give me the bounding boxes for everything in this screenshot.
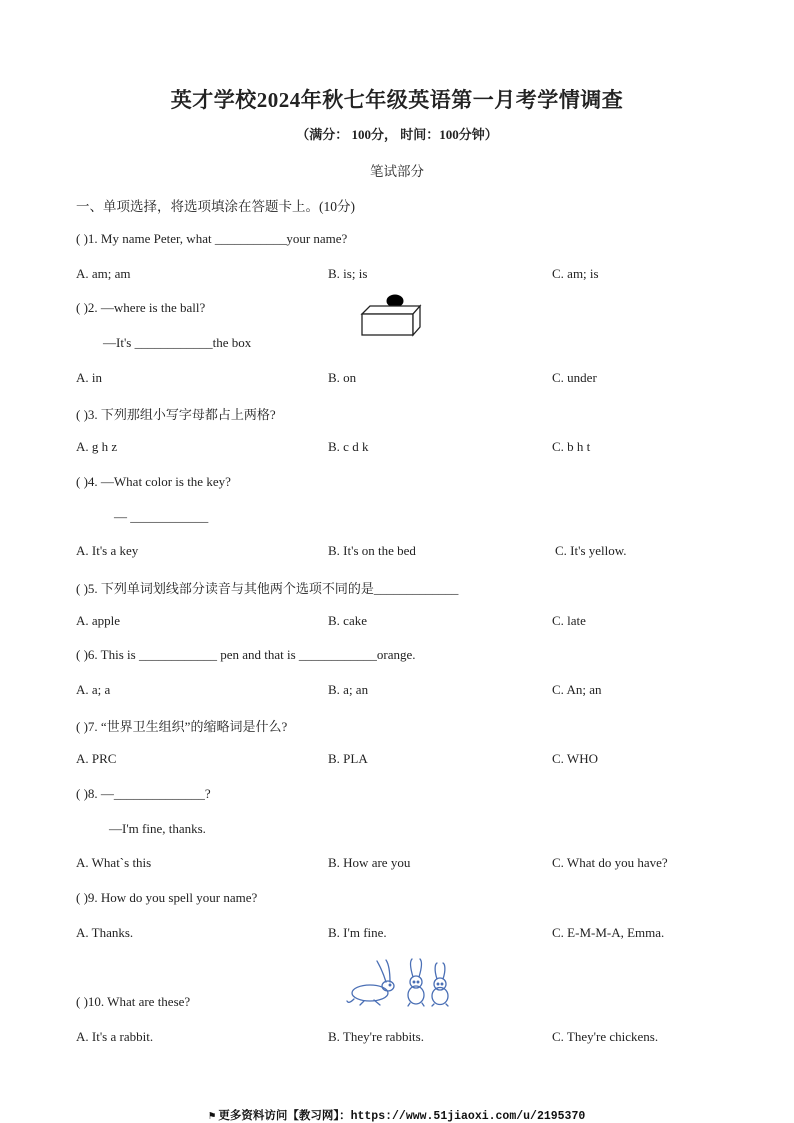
question-10-option-a: A. It's a rabbit. [76,1029,154,1044]
question-7-option-a: A. PRC [76,751,117,766]
question-6-stem: ( )6. This is ____________ pen and that is ____________orange. [76,647,416,662]
question-9-stem: ( )9. How do you spell your name? [76,890,258,905]
question-2-option-a: A. in [76,370,102,385]
question-9-option-a: A. Thanks. [76,925,134,940]
question-8-reply: —I'm fine, thanks. [109,821,206,836]
three-rabbits-illustration [344,955,456,1009]
flag-icon: ⚑ [208,1111,216,1123]
question-10-stem: ( )10. What are these? [76,994,191,1009]
question-2-option-b: B. on [328,370,357,385]
question-5-option-c: C. late [552,613,586,628]
question-4-reply: — ____________ [114,509,209,524]
question-1-option-b: B. is; is [328,266,368,281]
question-2-stem: ( )2. —where is the ball? [76,300,206,315]
question-2-reply: —It's ____________the box [103,335,252,350]
instruction: 一、单项选择，将选项填涂在答题卡上。(10分) [76,199,355,214]
question-9-option-c: C. E-M-M-A, Emma. [552,925,665,940]
question-8-option-b: B. How are you [328,855,411,870]
ball-on-box-illustration [360,292,424,340]
footer-link[interactable] [0,1107,794,1123]
question-1-option-c: C. am; is [552,266,599,281]
question-8-option-a: A. What`s this [76,855,152,870]
question-7-option-b: B. PLA [328,751,368,766]
question-4-option-c: C. It's yellow. [555,543,627,558]
question-7-stem: ( )7. “世界卫生组织”的缩略词是什么? [76,719,288,734]
question-7-option-c: C. WHO [552,751,598,766]
question-9-option-b: B. I'm fine. [328,925,387,940]
question-3-option-a: A. g h z [76,439,118,454]
question-1-stem: ( )1. My name Peter, what ___________your name? [76,231,348,246]
question-4-option-b: B. It's on the bed [328,543,416,558]
question-1-option-a: A. am; am [76,266,131,281]
question-10-option-c: C. They're chickens. [552,1029,659,1044]
question-6-option-a: A. a; a [76,682,111,697]
question-2-option-c: C. under [552,370,597,385]
question-3-option-b: B. c d k [328,439,369,454]
footer-text: 更多资料访问【教习网】：https://www.51jiaoxi.com/u/2195370 [218,1110,586,1123]
exam-info: （满分： 100分， 时间：100分钟） [296,127,498,142]
question-5-stem: ( )5. 下列单词划线部分读音与其他两个选项不同的是_____________ [76,581,459,596]
question-8-option-c: C. What do you have? [552,855,668,870]
question-6-option-c: C. An; an [552,682,602,697]
question-5-option-b: B. cake [328,613,367,628]
question-3-stem: ( )3. 下列那组小写字母都占上两格? [76,407,276,422]
page-title: 英才学校2024年秋七年级英语第一月考学情调查 [170,88,624,112]
question-6-option-b: B. a; an [328,682,369,697]
question-4-stem: ( )4. —What color is the key? [76,474,231,489]
question-4-option-a: A. It's a key [76,543,139,558]
question-8-stem: ( )8. —______________? [76,786,211,801]
question-5-option-a: A. apple [76,613,121,628]
question-3-option-c: C. b h t [552,439,591,454]
section-heading: 笔试部分 [370,164,424,179]
question-10-option-b: B. They're rabbits. [328,1029,424,1044]
